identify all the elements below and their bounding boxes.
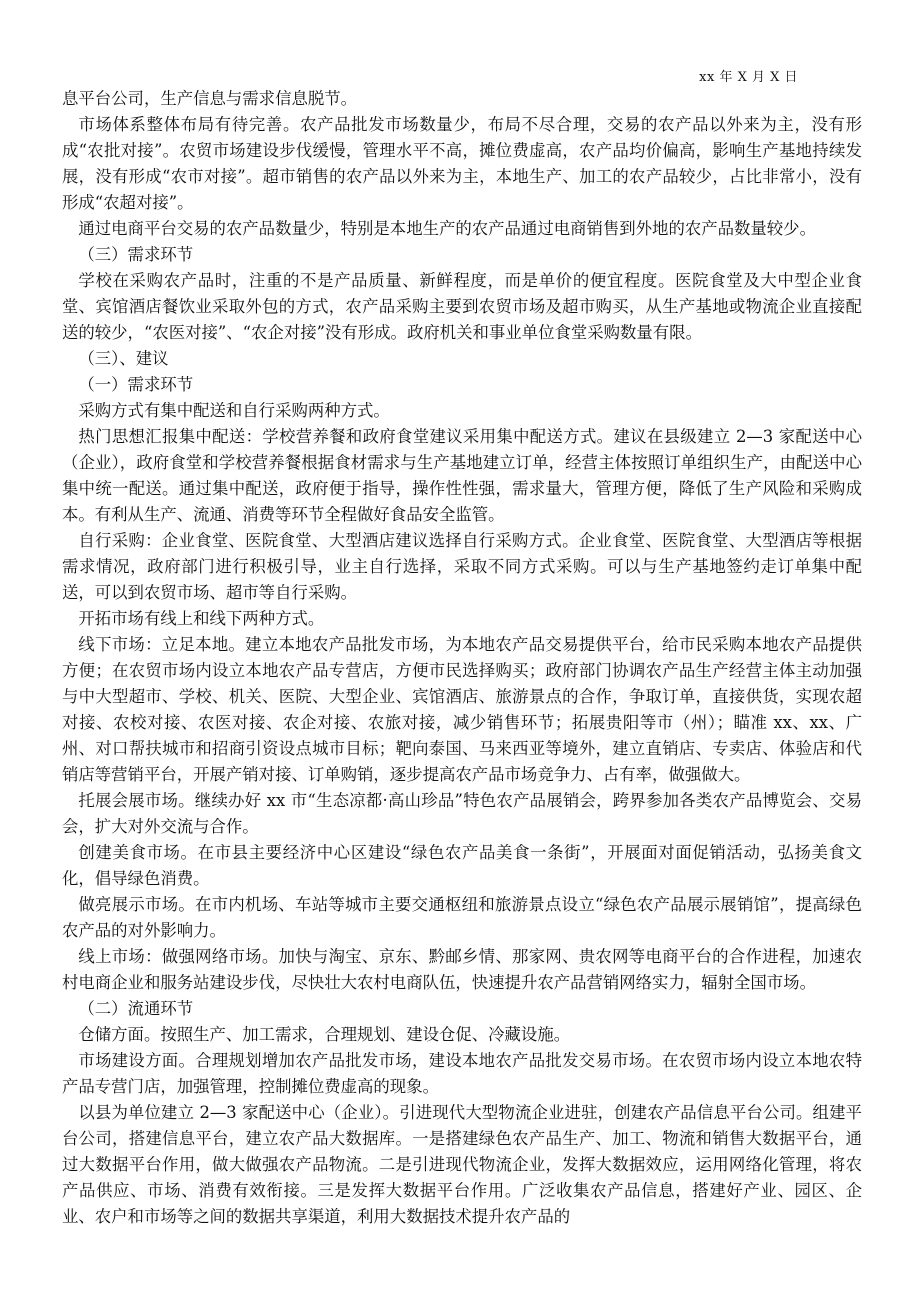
header-date: xx 年 X 月 X 日 <box>699 70 798 85</box>
paragraph: 托展会展市场。继续办好 xx 市“生态凉都·高山珍品”特色农产品展销会，跨界参加各类农产品博览会、交易会，扩大对外交流与合作。 <box>62 791 862 836</box>
paragraph: 热门思想汇报集中配送：学校营养餐和政府食堂建议采用集中配送方式。建议在县级建立 2—3 家配送中心（企业），政府食堂和学校营养餐根据食材需求与生产基地建立订单，经营主体按照订单组织生产，由配送中心集中统一配送。通过集中配送，政府便于指导，操作性性强，需求量大，管理方便，降低了生产风险和采购成本。有利从生产、流通、消费等环节全程做好食品安全监管。 <box>62 427 862 524</box>
section-heading: （二）流通环节 <box>78 999 194 1018</box>
paragraph: 学校在采购农产品时，注重的不是产品质量、新鲜程度，而是单价的便宜程度。医院食堂及大中型企业食堂、宾馆酒店餐饮业采取外包的方式，农产品采购主要到农贸市场及超市购买，从生产基地或物流企业直接配送的较少，“农医对接”、“农企对接”没有形成。政府机关和事业单位食堂采购数量有限。 <box>62 271 862 342</box>
paragraph: 息平台公司，生产信息与需求信息脱节。 <box>62 89 358 108</box>
section-heading: （一）需求环节 <box>78 375 194 394</box>
paragraph: 线上市场：做强网络市场。加快与淘宝、京东、黔邮乡情、那家网、贵农网等电商平台的合作进程，加速农村电商企业和服务站建设步伐，尽快壮大农村电商队伍，快速提升农产品营销网络实力，辐射全国市场。 <box>62 947 862 992</box>
paragraph: 自行采购：企业食堂、医院食堂、大型酒店建议选择自行采购方式。企业食堂、医院食堂、大型酒店等根据需求情况，政府部门进行积极引导，业主自行选择，采取不同方式采购。可以与生产基地签约走订单集中配送，可以到农贸市场、超市等自行采购。 <box>62 531 862 602</box>
paragraph: 仓储方面。按照生产、加工需求，合理规划、建设仓促、冷藏设施。 <box>78 1025 571 1044</box>
paragraph: 市场体系整体布局有待完善。农产品批发市场数量少，布局不尽合理，交易的农产品以外来为主，没有形成“农批对接”。农贸市场建设步伐缓慢，管理水平不高，摊位费虚高，农产品均价偏高，影响生产基地持续发展，没有形成“农市对接”。超市销售的农产品以外来为主，本地生产、加工的农产品较少，占比非常小，没有形成“农超对接”。 <box>62 115 862 212</box>
paragraph: 通过电商平台交易的农产品数量少，特别是本地生产的农产品通过电商销售到外地的农产品数量较少。 <box>78 219 816 238</box>
paragraph: 以县为单位建立 2—3 家配送中心（企业）。引进现代大型物流企业进驻，创建农产品信息平台公司。组建平台公司，搭建信息平台，建立农产品大数据库。一是搭建绿色农产品生产、加工、物流和销售大数据平台，通过大数据平台作用，做大做强农产品物流。二是引进现代物流企业，发挥大数据效应，运用网络化管理，将农产品供应、市场、消费有效衔接。三是发挥大数据平台作用。广泛收集农产品信息，搭建好产业、园区、企业、农户和市场等之间的数据共享渠道，利用大数据技术提升农产品的 <box>62 1103 862 1226</box>
section-heading: （三）、建议 <box>78 349 169 368</box>
paragraph: 做亮展示市场。在市内机场、车站等城市主要交通枢纽和旅游景点设立“绿色农产品展示展销馆”，提高绿色农产品的对外影响力。 <box>62 895 862 940</box>
document-body <box>62 86 862 1230</box>
section-heading: （三）需求环节 <box>78 245 194 264</box>
paragraph: 线下市场：立足本地。建立本地农产品批发市场，为本地农产品交易提供平台，给市民采购本地农产品提供方便；在农贸市场内设立本地农产品专营店，方便市民选择购买；政府部门协调农产品生产经营主体主动加强与中大型超市、学校、机关、医院、大型企业、宾馆酒店、旅游景点的合作，争取订单，直接供货，实现农超对接、农校对接、农医对接、农企对接、农旅对接，减少销售环节；拓展贵阳等市（州）；瞄准 xx、xx、广州、对口帮扶城市和招商引资设点城市目标；靶向泰国、马来西亚等境外，建立直销店、专卖店、体验店和代销店等营销平台，开展产销对接、订单购销，逐步提高农产品市场竞争力、占有率，做强做大。 <box>62 635 862 784</box>
paragraph: 采购方式有集中配送和自行采购两种方式。 <box>78 401 390 420</box>
paragraph: 市场建设方面。合理规划增加农产品批发市场，建设本地农产品批发交易市场。在农贸市场内设立本地农特产品专营门店，加强管理，控制摊位费虚高的现象。 <box>62 1051 862 1096</box>
paragraph: 开拓市场有线上和线下两种方式。 <box>78 609 325 628</box>
paragraph: 创建美食市场。在市县主要经济中心区建设“绿色农产品美食一条街”，开展面对面促销活动，弘扬美食文化，倡导绿色消费。 <box>62 843 862 888</box>
